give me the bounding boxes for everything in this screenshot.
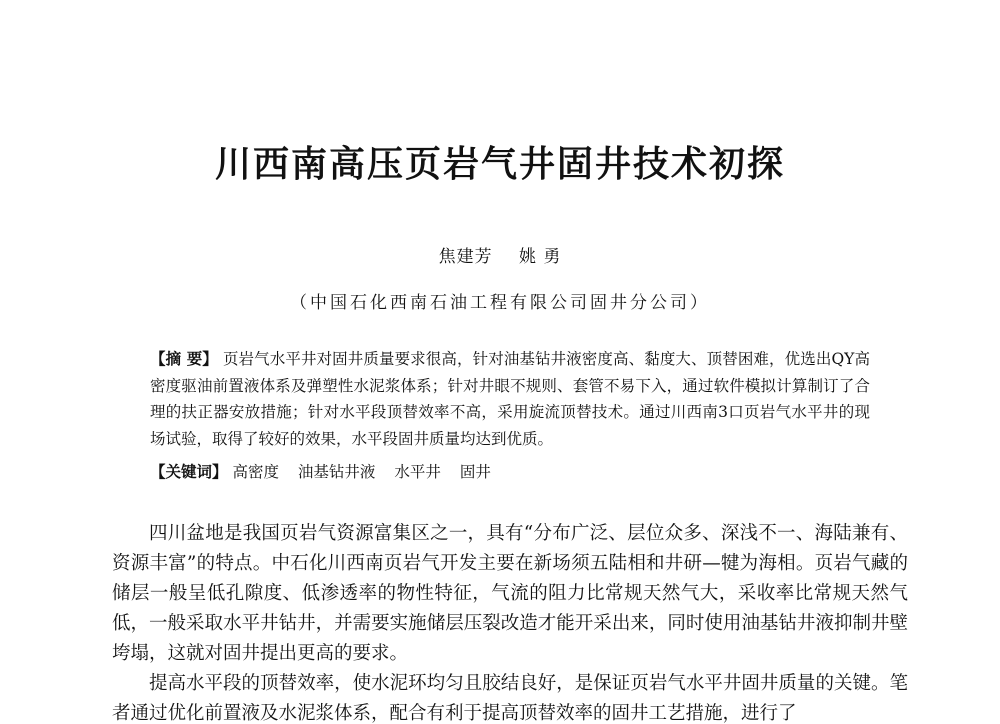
keyword: 油基钻井液 [297, 463, 376, 481]
author-list [0, 242, 1000, 267]
keywords-label: 【关键词】 [150, 463, 228, 481]
keyword: 高密度 [232, 463, 279, 481]
author-name: 焦建芳 [438, 247, 493, 267]
body-paragraph: 提高水平段的顶替效率，使水泥环均匀且胶结良好，是保证页岩气水平井固井质量的关键。笔者通过优化前置液及水泥浆体系，配合有利于提高顶替效率的固井工艺措施，进行了 [112, 673, 908, 724]
abstract-block [150, 346, 870, 452]
keyword: 水平井 [394, 463, 441, 481]
affiliation: （中国石化西南石油工程有限公司固井分公司） [290, 293, 710, 313]
keyword: 固井 [459, 463, 491, 481]
paper-title: 川西南高压页岩气井固井技术初探 [214, 143, 785, 185]
author-name: 姚 勇 [519, 247, 562, 267]
body-paragraph: 四川盆地是我国页岩气资源富集区之一，具有“分布广泛、层位众多、深浅不一、海陆兼有、资源丰富”的特点。中石化川西南页岩气开发主要在新场须五陆相和井研—犍为海相。页岩气藏的储层一般呈低孔隙度、低渗透率的物性特征，气流的阻力比常规天然气大，采收率比常规天然气低，一般采取水平井钻井，并需要实施储层压裂改造才能开采出来，同时使用油基钻井液抑制井壁垮塌，这就对固井提出更高的要求。 [112, 523, 908, 664]
abstract-label: 【摘 要】 [150, 350, 218, 368]
abstract-text: 页岩气水平井对固井质量要求很高，针对油基钻井液密度高、黏度大、顶替困难，优选出QY高密度驱油前置液体系及弹塑性水泥浆体系；针对井眼不规则、套管不易下入，通过软件模拟计算制订了合理的扶正器安放措施；针对水平段顶替效率不高，采用旋流顶替技术。通过川西南3口页岩气水平井的现场试验，取得了较好的效果，水平段固井质量均达到优质。 [150, 350, 870, 448]
keywords-block [150, 459, 870, 486]
body-text [112, 519, 908, 724]
